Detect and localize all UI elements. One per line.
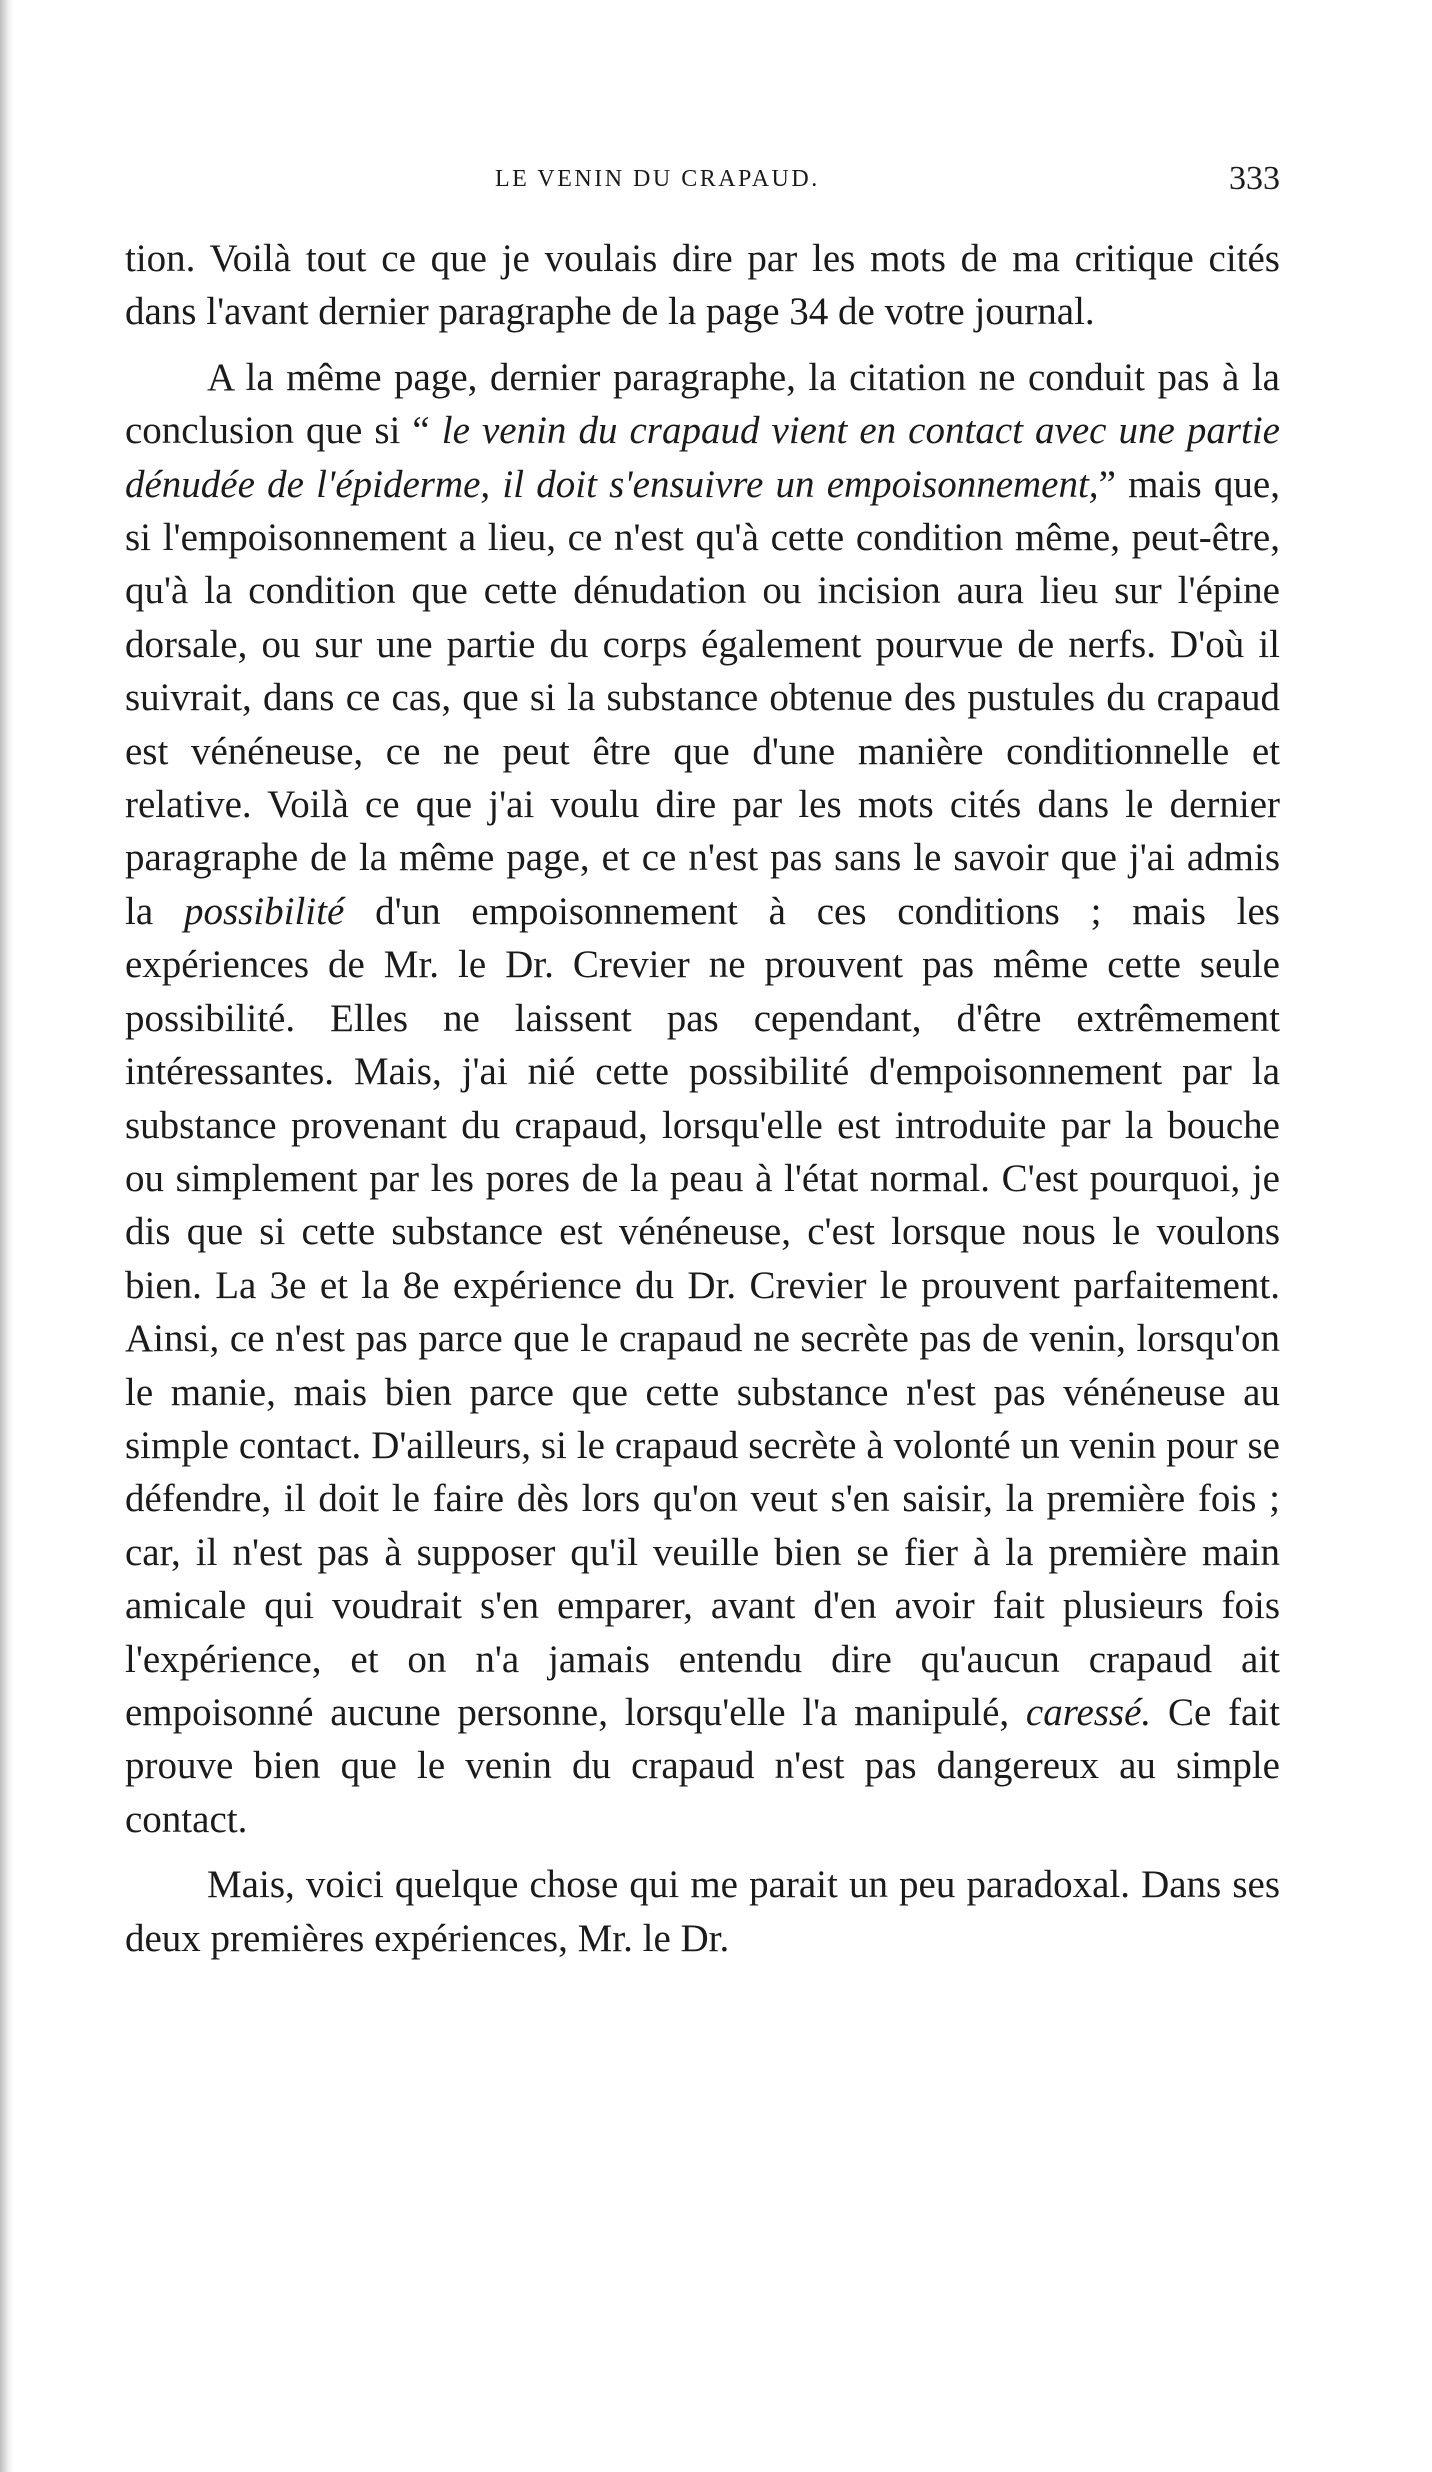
italic-text-run: caressé. [1025,1690,1152,1734]
page-binding-edge [0,0,14,2472]
text-run: d'un empoisonnement à ces conditions ; mais les expériences de Mr. le Dr. Crevier ne prouvent pas même cette seule possibilité. Elles ne laissent pas cependant, d'être extrêmement intéressantes. Mais, j'ai nié cette possibilité d'empoisonnement par la substance provenant du crapaud, lorsqu'elle est introduite par la bouche ou simplement par les pores de la peau à l'état normal. C'est pourquoi, je dis que si cette substance est vénéneuse, c'est lorsque nous le voulons bien. La 3e et la 8e expérience du Dr. Crevier le prouvent parfaitement. Ainsi, ce n'est pas parce que le crapaud ne secrète pas de venin, lorsqu'on le manie, mais bien parce que cette substance n'est pas vénéneuse au simple contact. D'ailleurs, si le crapaud secrète à volonté un venin pour se défendre, il doit le faire dès lors qu'on veut s'en saisir, la première fois ; car, il n'est pas à supposer qu'il veuille bien se fier à la première main amicale qui voudrait s'en emparer, avant d'en avoir fait plusieurs fois l'expérience, et on n'a jamais entendu dire qu'aucun crapaud ait empoisonné aucune personne, lorsqu'elle l'a manipulé, [125,889,1280,1734]
text-run: Ce fait prouve bien que le venin du crapaud n'est pas dangereux au simple contact. [125,1690,1280,1841]
paragraph [125,232,1280,339]
running-title: LE VENIN DU CRAPAUD. [495,166,820,192]
italic-text-run: possibilité [183,889,345,933]
body-text [125,232,1280,1965]
paragraph [125,1858,1280,1965]
text-run: tion. Voilà tout ce que je voulais dire par les mots de ma critique cités dans l'avant dernier paragraphe de la page 34 de votre journal. [125,237,1280,334]
paragraph [125,351,1280,1846]
text-run: A la même page, dernier paragraphe, la citation ne conduit pas à la conclusion que si “ [125,355,1280,453]
italic-text-run: le venin du crapaud vient en contact avec une partie dénudée de l'épiderme, il doit s'ensuivre un empoisonnement, [125,409,1280,506]
page-number: 333 [1229,160,1280,197]
page-header [125,160,1280,200]
text-run: Mais, voici quelque chose qui me parait un peu paradoxal. Dans ses deux premières expériences, Mr. le Dr. [125,1863,1280,1960]
text-run: ” mais que, si l'empoisonnement a lieu, ce n'est qu'à cette condition même, peut-être, qu'à la condition que cette dénudation ou incision aura lieu sur l'épine dorsale, ou sur une partie du corps également pourvue de nerfs. D'où il suivrait, dans ce cas, que si la substance obtenue des pustules du crapaud est vénéneuse, ce ne peut être que d'une manière conditionnelle et relative. Voilà ce que j'ai voulu dire par les mots cités dans le dernier paragraphe de la même page, et ce n'est pas sans le savoir que j'ai admis la [125,462,1280,933]
